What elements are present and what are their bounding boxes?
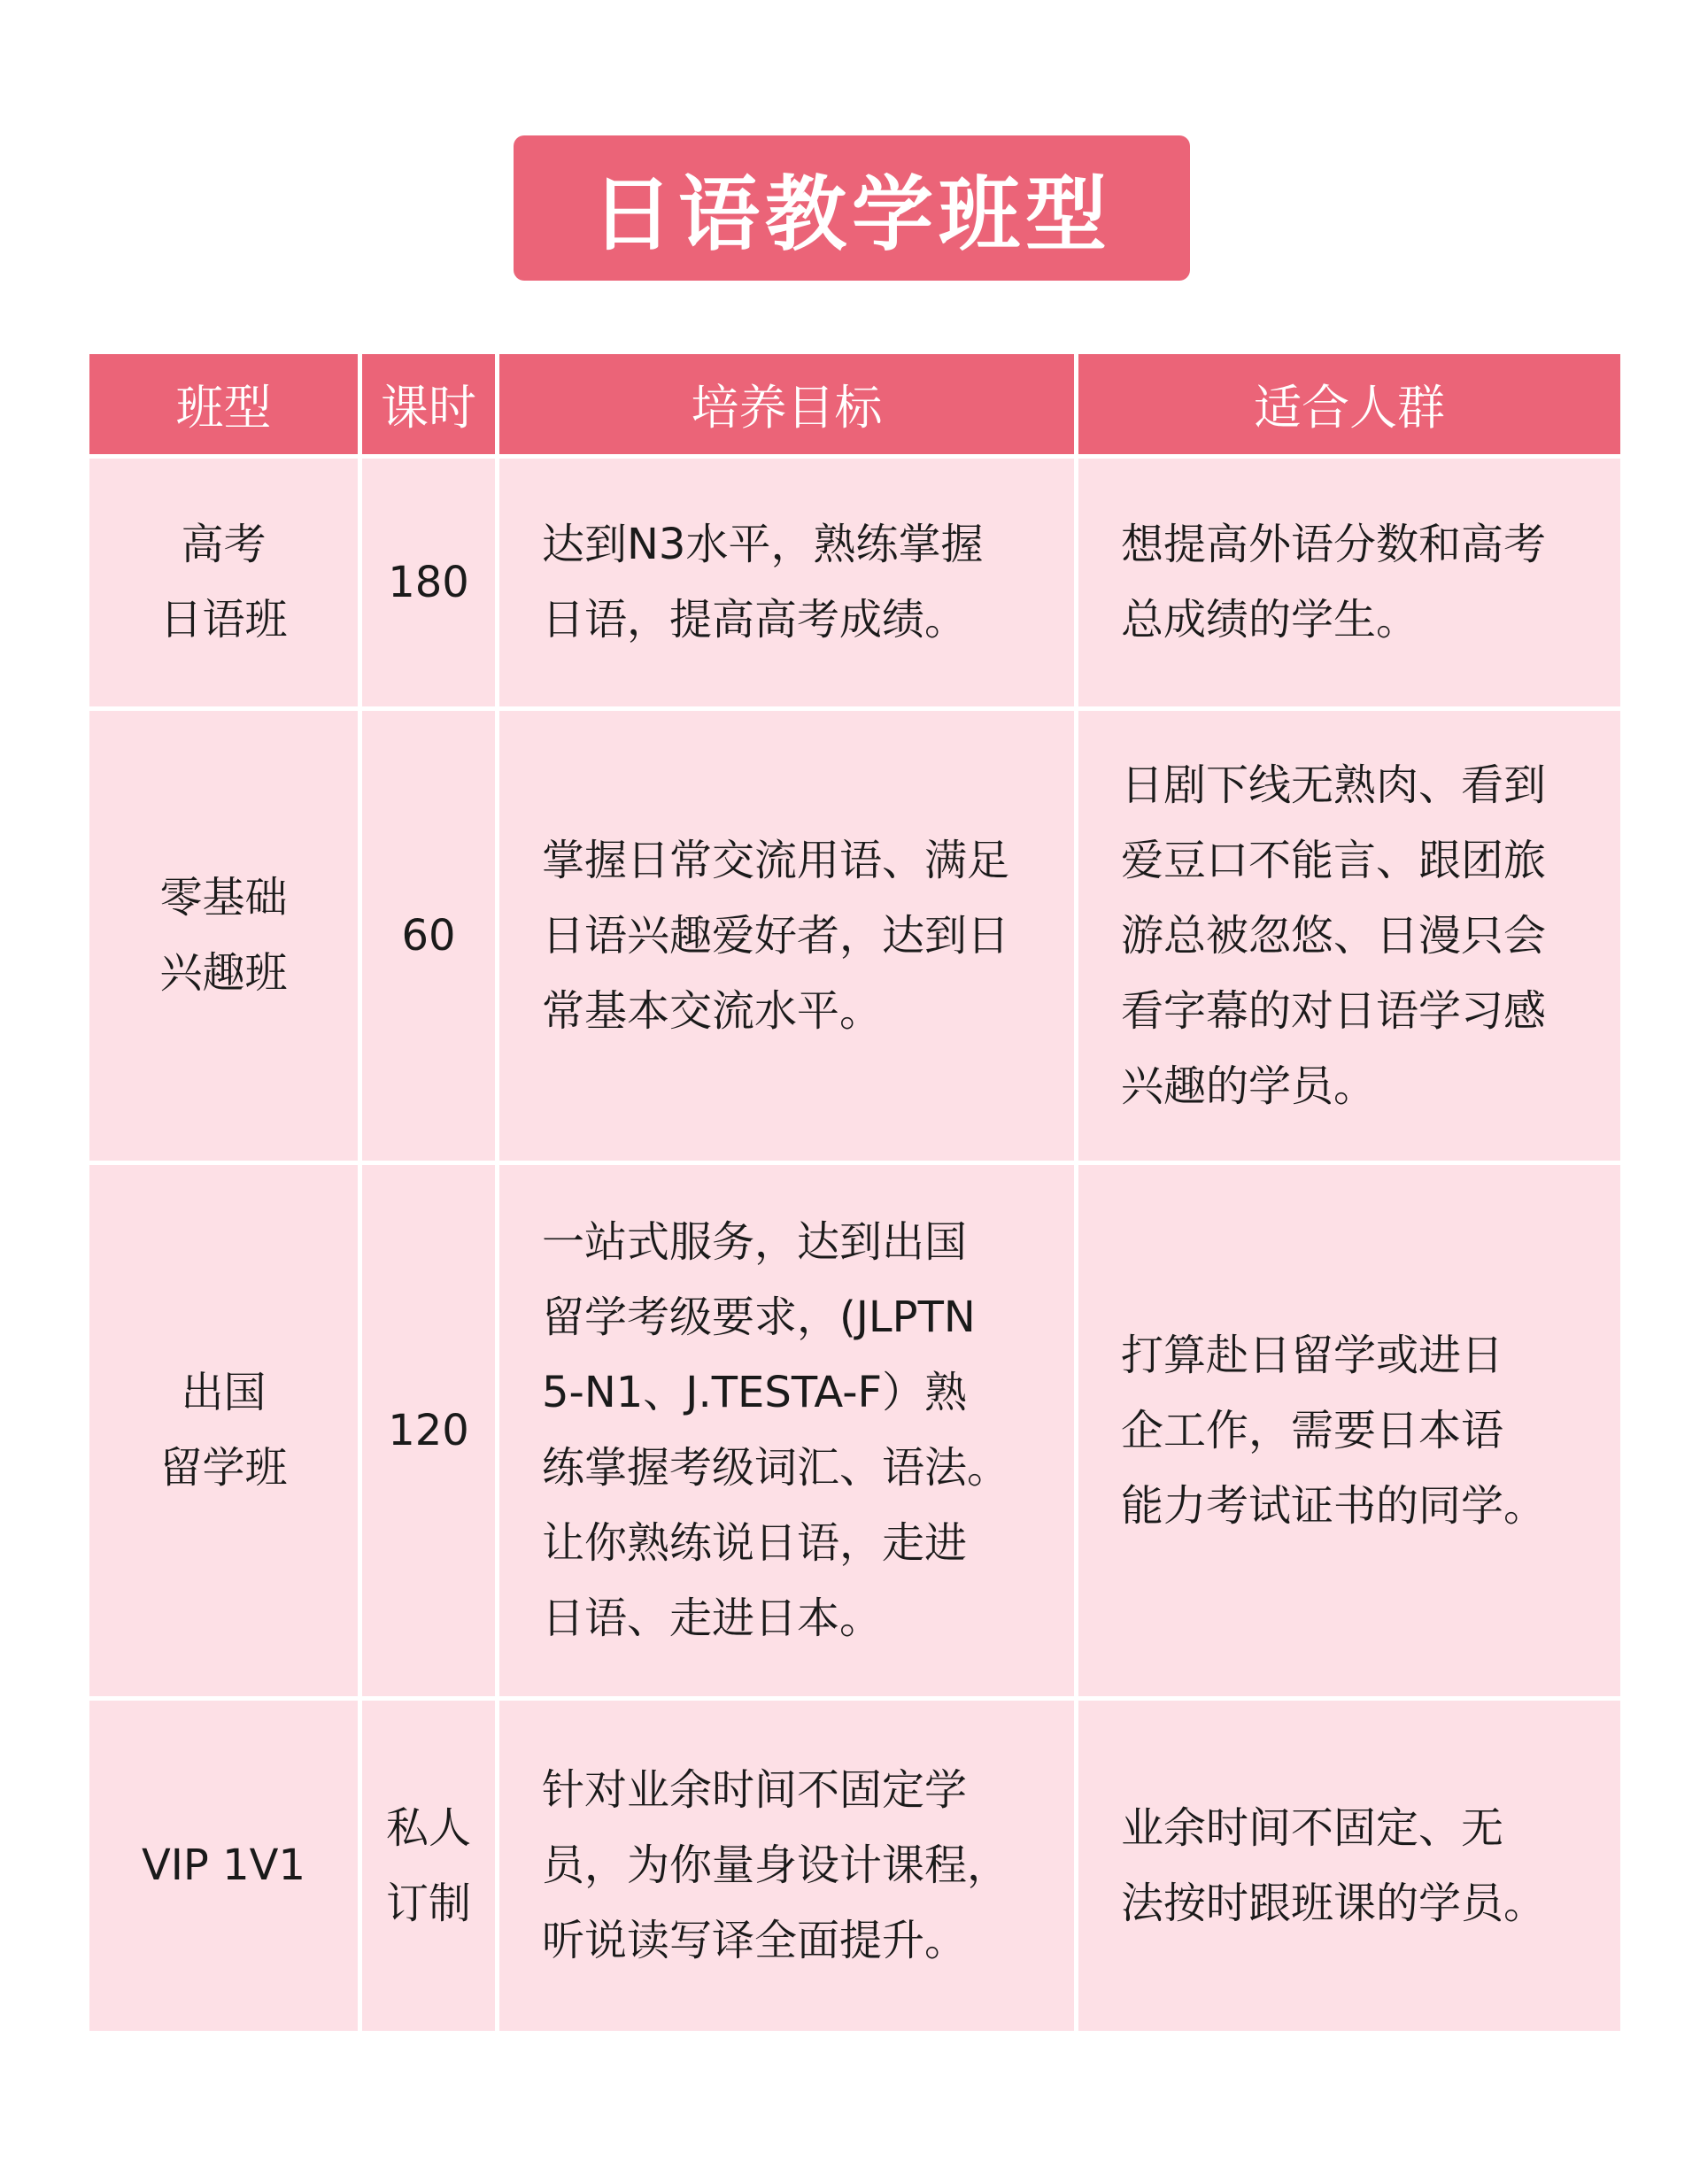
- audience-line: 想提高外语分数和高考: [1121, 520, 1547, 569]
- goal-line: 日语兴趣爱好者，达到日: [542, 910, 1010, 961]
- hours-cell: [362, 459, 495, 706]
- class-type-line: 零基础: [159, 873, 288, 922]
- class-type-cell: [89, 1165, 358, 1696]
- goal-line: 一站式服务，达到出国: [542, 1217, 968, 1267]
- goal-line: 让你熟练说日语，走进: [542, 1518, 968, 1568]
- class-type-cell: [89, 459, 358, 706]
- table-row: [89, 1165, 1620, 1696]
- class-type-cell: [89, 1701, 358, 2031]
- class-type-line: 日语班: [159, 595, 288, 644]
- hours-value: 60: [401, 910, 456, 961]
- goal-line: 日语，提高高考成绩。: [542, 595, 968, 644]
- goal-line: 员，为你量身设计课程，: [542, 1841, 1010, 1890]
- header-audience: 适合人群: [1078, 354, 1620, 454]
- class-type-line: 高考: [181, 520, 267, 569]
- goal-line: 练掌握考级词汇、语法。: [542, 1443, 1010, 1493]
- audience-line: 兴趣的学员。: [1121, 1061, 1377, 1111]
- goal-line: 5-N1、J.TESTA-F）熟: [542, 1368, 968, 1417]
- audience-cell: [1078, 1165, 1620, 1696]
- header-class-type: 班型: [89, 354, 358, 454]
- audience-line: 游总被忽悠、日漫只会: [1121, 910, 1547, 961]
- page-title: 日语教学班型: [591, 167, 1112, 262]
- table-row: [89, 711, 1620, 1161]
- audience-line: 总成绩的学生。: [1121, 595, 1419, 644]
- class-type-cell: [89, 711, 358, 1161]
- goal-line: 常基本交流水平。: [542, 985, 883, 1036]
- hours-cell: [362, 1165, 495, 1696]
- audience-cell: [1078, 1701, 1620, 2031]
- hours-cell: [362, 711, 495, 1161]
- goal-cell: [499, 711, 1074, 1161]
- goal-cell: [499, 459, 1074, 706]
- goal-cell: [499, 1701, 1074, 2031]
- audience-cell: [1078, 459, 1620, 706]
- table-header-row: [89, 354, 1620, 454]
- goal-cell: [499, 1165, 1074, 1696]
- header-goal: 培养目标: [499, 354, 1074, 454]
- goal-line: 掌握日常交流用语、满足: [542, 835, 1010, 885]
- hours-value: 120: [388, 1405, 469, 1455]
- class-type-line: 兴趣班: [159, 948, 288, 998]
- goal-line: 日语、走进日本。: [542, 1594, 883, 1643]
- hours-cell: [362, 1701, 495, 2031]
- table-row: [89, 1701, 1620, 2031]
- goal-line: 留学考级要求，(JLPTN: [542, 1293, 976, 1342]
- table-row: [89, 459, 1620, 706]
- audience-line: 看字幕的对日语学习感: [1121, 985, 1547, 1036]
- hours-line: 私人: [385, 1802, 471, 1853]
- audience-line: 业余时间不固定、无: [1121, 1802, 1504, 1853]
- audience-line: 爱豆口不能言、跟团旅: [1121, 835, 1547, 885]
- class-type-line: VIP 1V1: [141, 1841, 306, 1890]
- audience-line: 日剧下线无熟肉、看到: [1121, 760, 1547, 810]
- class-type-table: [85, 350, 1625, 2035]
- class-type-line: 出国: [181, 1368, 267, 1417]
- hours-value: 180: [388, 557, 469, 607]
- goal-line: 达到N3水平，熟练掌握: [542, 520, 984, 569]
- hours-line: 订制: [385, 1878, 471, 1928]
- header-hours: 课时: [362, 354, 495, 454]
- audience-line: 能力考试证书的同学。: [1121, 1480, 1547, 1531]
- audience-line: 法按时跟班课的学员。: [1121, 1878, 1547, 1928]
- class-type-line: 留学班: [159, 1443, 288, 1493]
- audience-line: 企工作，需要日本语: [1121, 1405, 1504, 1455]
- audience-line: 打算赴日留学或进日: [1121, 1330, 1504, 1380]
- title-banner: [514, 135, 1190, 281]
- goal-line: 听说读写译全面提升。: [542, 1916, 968, 1965]
- audience-cell: [1078, 711, 1620, 1161]
- goal-line: 针对业余时间不固定学: [542, 1765, 968, 1815]
